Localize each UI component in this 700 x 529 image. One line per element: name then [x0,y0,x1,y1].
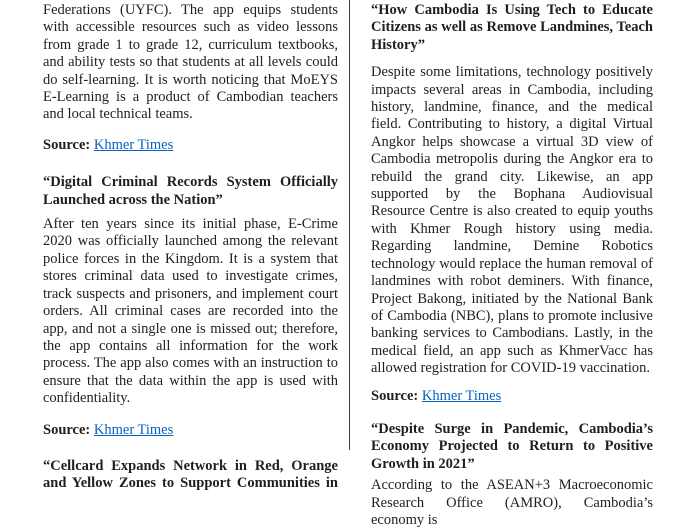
heading-digital-criminal-records: “Digital Criminal Records System Officially Launched across the Nation” [43,174,338,208]
source-label: Source: [43,421,91,438]
khmer-times-link[interactable]: Khmer Times [93,136,174,153]
source-label: Source: [43,136,91,153]
heading-economy-growth: “Despite Surge in Pandemic, Cambodia’s Economy Projected to Return to Positive Growth in 2021” [371,420,653,472]
source-line [371,388,653,405]
source-line [43,137,338,154]
khmer-times-link[interactable]: Khmer Times [421,387,502,404]
column-divider-rule [349,0,351,450]
source-line [43,422,338,439]
paragraph-moeys-elearning: Federations (UYFC). The app equips students with accessible resources such as video lessons from grade 1 to grade 12, curriculum textbooks, and ability tests so that students at all levels could do self-learning. It is worth noticing that MoEYS E-Learning is a product of Cambodian teachers and local technical teams. [43,2,338,123]
left-column [43,2,338,493]
source-label: Source: [371,387,419,404]
paragraph-ecrime: After ten years since its initial phase, E-Crime 2020 was officially launched among the relevant police forces in the Kingdom. It is a system that stores criminal data used to investigate crimes, track suspects and prisoners, and implement court orders. All criminal cases are recorded into the app, and not a single one is missed out; therefore, the app contains all information for the work process. The app also comes with an instruction to ensure that the data within the app is used with confidentiality. [43,216,338,407]
heading-cellcard-expands: “Cellcard Expands Network in Red, Orange and Yellow Zones to Support Communities in [43,457,338,492]
paragraph-amro-clipped: According to the ASEAN+3 Macroeconomic Research Office (AMRO), Cambodia’s economy is [371,477,653,528]
heading-cambodia-tech: “How Cambodia Is Using Tech to Educate Citizens as well as Remove Landmines, Teach History” [371,2,653,53]
khmer-times-link[interactable]: Khmer Times [93,421,174,438]
paragraph-tech-impacts: Despite some limitations, technology positively impacts several areas in Cambodia, including history, landmine, finance, and the medical field. Contributing to history, a digital Virtual Angkor helps showcase a virtual 3D view of Cambodia metropolis during the Angkor era to rebuild the grand city. Likewise, an app supported by the Bophana Audiovisual Resource Centre is also created to equip youths with Khmer Rough history using media. Regarding landmine, Demine Robotics technology would replace the human removal of landmines with robot deminers. With finance, Project Bakong, initiated by the National Bank of Cambodia (NBC), plans to promote inclusive banking services to Cambodians. Lastly, in the medical field, an app such as KhmerVacc has allowed registration for COVID-19 vaccination. [371,64,653,377]
